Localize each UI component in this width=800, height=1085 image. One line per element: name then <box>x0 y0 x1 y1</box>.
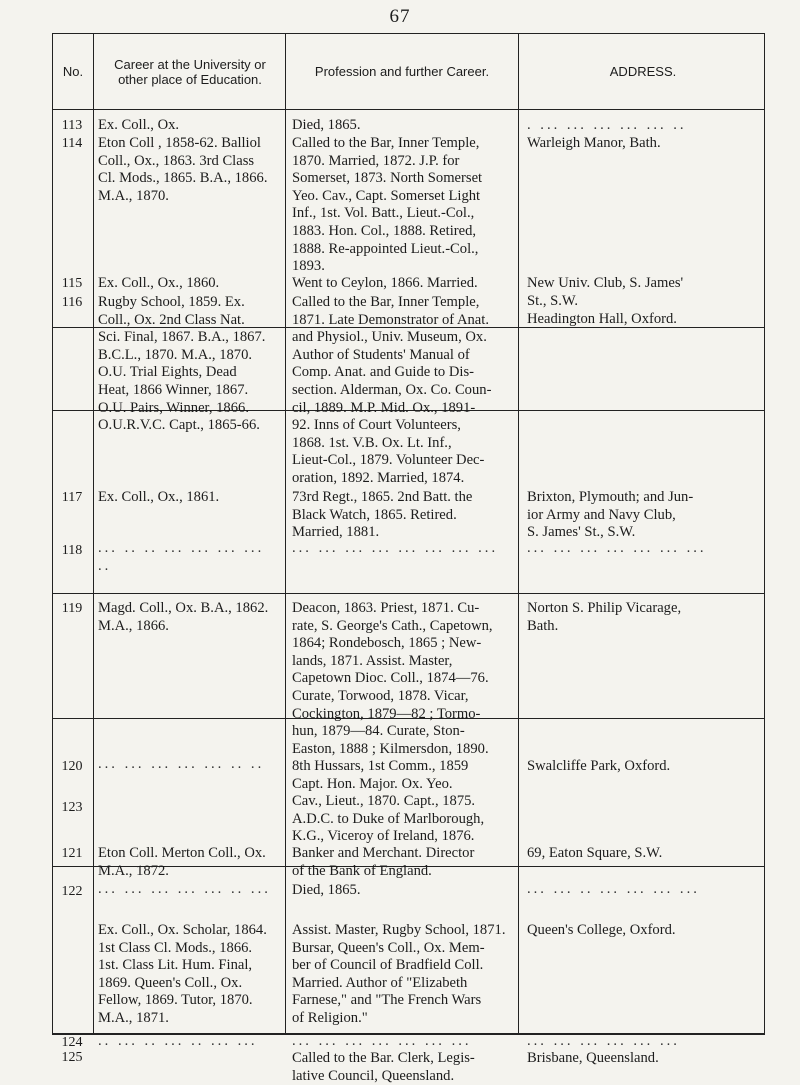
entry-address: Brisbane, Queensland. <box>527 1050 659 1066</box>
column-divider <box>93 34 94 1033</box>
entry-number: 113 <box>61 118 83 133</box>
entry-address: 69, Eaton Square, S.W. <box>527 845 663 861</box>
entry-profession: 73rd Regt., 1865. 2nd Batt. the Black Watch, 1865. Retired. Married, 1881. <box>292 489 473 541</box>
entry-career: Eton Coll , 1858-62. Balliol Coll., Ox., 1863. 3rd Class Cl. Mods., 1865. B.A., 1866. M.A., 1870. <box>98 135 268 204</box>
entry-address: . ... ... ... ... ... .. <box>527 117 687 133</box>
entry-profession: Died, 1865. <box>292 117 361 133</box>
entry-profession: Assist. Master, Rugby School, 1871. Bursar, Queen's Coll., Ox. Mem- ber of Council of Bradfield Coll. Married. Author of "Elizabeth Farnese," and "The French Wars of Religion." <box>292 922 506 1026</box>
header-profession: Profession and further Career. <box>314 64 490 79</box>
entry-career: Rugby School, 1859. Ex. Coll., Ox. 2nd Class Nat. Sci. Final, 1867. B.A., 1867. B.C.L., 1870. M.A., 1870. O.U. Trial Eights, Dead Heat, 1866 Winner, 1867. O.U. Pairs, Winner, 1866. O.U.R.V.C. Capt., 1865-66. <box>98 294 266 434</box>
header-address: ADDRESS. <box>609 64 677 79</box>
entry-number: 114 <box>61 136 83 151</box>
entry-profession: ... ... ... ... ... ... ... ... <box>292 540 499 556</box>
entry-address: ... ... .. ... ... ... ... <box>527 881 700 897</box>
entry-profession: Called to the Bar, Inner Temple, 1871. Late Demonstrator of Anat. and Physiol., Univ. Museum, Ox. Author of Students' Manual of Comp. Anat. and Guide to Dis- section. Alderman, Ox. Co. Coun- cil, 1889. M.P. Mid. Ox., 1891- 92. Inns of Court Volunteers, 1868. 1st. V.B. Ox. Lt. Inf., Lieut-Col., 1879. Volunteer Dec- oration, 1892. Married, 1874. <box>292 294 492 486</box>
page-number: 67 <box>389 6 411 27</box>
entry-career: Ex. Coll., Ox. Scholar, 1864. 1st Class Cl. Mods., 1866. 1st. Class Lit. Hum. Final, 1869. Queen's Coll., Ox. Fellow, 1869. Tutor, 1870. M.A., 1871. <box>98 922 267 1026</box>
entry-number: 123 <box>61 800 83 815</box>
entry-address: Brixton, Plymouth; and Jun- ior Army and Navy Club, S. James' St., S.W. <box>527 489 694 541</box>
entry-profession: Called to the Bar, Inner Temple, 1870. Married, 1872. J.P. for Somerset, 1873. North Somerset Yeo. Cav., Capt. Somerset Light Inf., 1st. Vol. Batt., Lieut.-Col., 1883. Hon. Col., 1888. Retired, 1888. Re-appointed Lieut.-Col., 1893. <box>292 135 483 275</box>
entry-career: Magd. Coll., Ox. B.A., 1862. M.A., 1866. <box>98 600 269 634</box>
entry-profession: 8th Hussars, 1st Comm., 1859 Capt. Hon. Major. Ox. Yeo. Cav., Lieut., 1870. Capt., 1875. A.D.C. to Duke of Marlborough, K.G., Viceroy of Ireland, 1876. <box>292 758 485 845</box>
entry-address: Queen's College, Oxford. <box>527 922 676 938</box>
entry-career: Eton Coll. Merton Coll., Ox. M.A., 1872. <box>98 845 266 879</box>
entry-address: New Univ. Club, S. James' St., S.W. <box>527 275 684 309</box>
entry-address: Swalcliffe Park, Oxford. <box>527 758 671 774</box>
entry-profession: Banker and Merchant. Director of the Bank of England. <box>292 845 475 879</box>
entry-career: ... ... ... ... ... .. ... <box>98 881 271 897</box>
entry-address: ... ... ... ... ... ... ... <box>527 540 707 556</box>
entry-profession: Went to Ceylon, 1866. Married. <box>292 275 478 291</box>
entry-profession: ... ... ... ... ... ... ... <box>292 1033 472 1049</box>
column-divider <box>285 34 286 1033</box>
entry-profession: Deacon, 1863. Priest, 1871. Cu- rate, S. George's Cath., Capetown, 1864; Rondebosch, 1865 ; New- lands, 1871. Assist. Master, Capetown Dioc. Coll., 1874—76. Curate, Torwood, 1878. Vicar, Cockington, 1879—82 ; Tormo- hun, 1879—84. Curate, Ston- Easton, 1888 ; Kilmersdon, 1890. <box>292 600 493 757</box>
entry-number: 116 <box>61 295 83 310</box>
entry-number: 115 <box>61 276 83 291</box>
row-rule <box>53 593 764 594</box>
entry-number: 122 <box>61 884 83 899</box>
entry-career: Ex. Coll., Ox., 1861. <box>98 489 220 505</box>
entry-number: 118 <box>61 543 83 558</box>
entry-career: ... ... ... ... ... .. .. <box>98 756 265 772</box>
entry-career: Ex. Coll., Ox., 1860. <box>98 275 220 291</box>
entry-number: 124 <box>61 1035 83 1050</box>
entry-profession: Died, 1865. <box>292 882 361 898</box>
entry-number: 125 <box>61 1050 83 1065</box>
entry-career: Ex. Coll., Ox. <box>98 117 180 133</box>
entry-number: 121 <box>61 846 83 861</box>
entry-number: 120 <box>61 759 83 774</box>
entry-career: ... .. .. ... ... ... ... .. <box>98 540 265 574</box>
column-divider <box>518 34 519 1033</box>
header-no: No. <box>62 64 84 79</box>
entry-address: Warleigh Manor, Bath. <box>527 135 661 151</box>
entry-address: ... ... ... ... ... ... <box>527 1033 680 1049</box>
entry-address: Headington Hall, Oxford. <box>527 311 677 327</box>
header-career: Career at the University or other place of Education. <box>114 56 266 87</box>
entry-number: 117 <box>61 490 83 505</box>
entry-profession: Called to the Bar. Clerk, Legis- lative Council, Queensland. <box>292 1050 475 1084</box>
entry-career: .. ... .. ... .. ... ... <box>98 1033 258 1049</box>
entry-number: 119 <box>61 601 83 616</box>
header-rule <box>53 109 764 110</box>
entry-address: Norton S. Philip Vicarage, Bath. <box>527 600 682 634</box>
